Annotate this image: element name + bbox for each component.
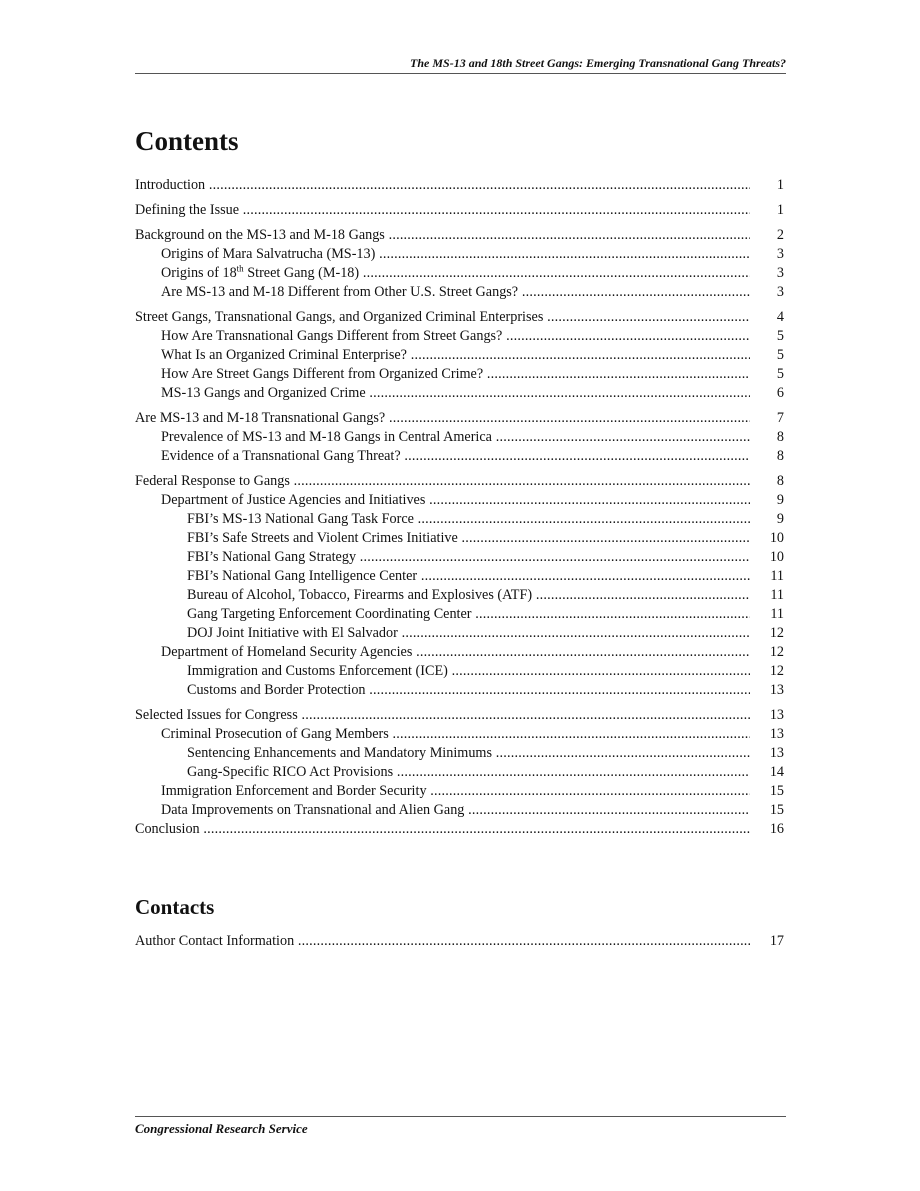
contacts-heading: Contacts [135,895,215,919]
page-footer: Congressional Research Service [135,1121,308,1136]
toc-entry[interactable] [135,409,784,428]
toc-entry[interactable] [135,706,784,725]
toc-entry-title: Street Gangs, Transnational Gangs, and Organized Criminal Enterprises ..... [135,308,750,327]
toc-entry-page: 5 [752,365,784,384]
toc-entry-title: Federal Response to Gangs ..... [135,472,750,491]
toc-entry-page: 9 [752,491,784,510]
toc-entry-title: Are MS-13 and M-18 Transnational Gangs? ..... [135,409,750,428]
toc-entry[interactable] [135,201,784,220]
toc-entry-title: How Are Street Gangs Different from Organized Crime? ..... [161,365,750,384]
toc-entry-page: 13 [752,706,784,725]
toc-entry-page: 1 [752,201,784,220]
toc-entry[interactable] [135,801,784,820]
toc-entry-title: Gang Targeting Enforcement Coordinating Center ..... [187,605,750,624]
toc-entry-page: 13 [752,744,784,763]
toc-entry[interactable] [135,226,784,245]
superscript-ordinal: th [236,264,244,274]
toc-entry-page: 11 [752,586,784,605]
toc-entry-page: 10 [752,529,784,548]
toc-entry-page: 10 [752,548,784,567]
toc-entry[interactable] [135,932,784,951]
toc-entry[interactable] [135,662,784,681]
toc-entry-page: 11 [752,567,784,586]
toc-entry-page: 4 [752,308,784,327]
toc-entry[interactable] [135,447,784,466]
toc-entry-page: 15 [752,801,784,820]
footer-rule [135,1116,786,1117]
running-header: The MS-13 and 18th Street Gangs: Emerging Transnational Gang Threats? [410,56,786,70]
toc-entry-title: FBI’s MS-13 National Gang Task Force ..... [187,510,750,529]
toc-entry-title: Department of Homeland Security Agencies ..... [161,643,750,662]
toc-entry[interactable] [135,643,784,662]
toc-entry-page: 12 [752,662,784,681]
toc-entry-title: Sentencing Enhancements and Mandatory Minimums ..... [187,744,750,763]
toc-entry-title: Customs and Border Protection ..... [187,681,750,700]
toc-entry-title-part: Origins of 18 [161,265,237,281]
toc-entry-title: Department of Justice Agencies and Initiatives ..... [161,491,750,510]
toc-entry-page: 6 [752,384,784,403]
toc-entry-title: Introduction ..... [135,176,750,195]
toc-entry-title: Selected Issues for Congress ..... [135,706,750,725]
toc-entry[interactable] [135,586,784,605]
toc-entry[interactable] [135,245,784,264]
table-of-contents [135,176,784,839]
toc-entry-title: Origins of Mara Salvatrucha (MS-13) ..... [161,245,750,264]
toc-entry-page: 8 [752,447,784,466]
toc-entry[interactable] [135,176,784,195]
toc-entry[interactable] [135,428,784,447]
toc-entry-page: 16 [752,820,784,839]
toc-entry[interactable] [135,763,784,782]
toc-entry-page: 5 [752,346,784,365]
toc-entry[interactable] [135,384,784,403]
toc-entry-title: FBI’s National Gang Intelligence Center ..... [187,567,750,586]
toc-entry-title: Defining the Issue ..... [135,201,750,220]
toc-entry-page: 7 [752,409,784,428]
toc-entry-title: Evidence of a Transnational Gang Threat? ..... [161,447,750,466]
toc-entry[interactable] [135,308,784,327]
toc-entry[interactable] [135,283,784,302]
toc-entry-title: What Is an Organized Criminal Enterprise? ..... [161,346,750,365]
toc-entry-title: Prevalence of MS-13 and M-18 Gangs in Central America ..... [161,428,750,447]
toc-entry-page: 14 [752,763,784,782]
toc-entry-title: Background on the MS-13 and M-18 Gangs ..... [135,226,750,245]
toc-entry[interactable] [135,782,784,801]
toc-entry-page: 3 [752,264,784,283]
toc-entry-title [161,264,750,283]
toc-entry[interactable] [135,567,784,586]
toc-entry[interactable] [135,491,784,510]
toc-entry-page: 11 [752,605,784,624]
toc-entry[interactable] [135,264,784,283]
toc-entry-page: 12 [752,643,784,662]
toc-entry[interactable] [135,624,784,643]
toc-entry-page: 13 [752,725,784,744]
toc-entry-title: Immigration and Customs Enforcement (ICE) ..... [187,662,750,681]
toc-entry[interactable] [135,725,784,744]
toc-entry-page: 2 [752,226,784,245]
toc-entry[interactable] [135,327,784,346]
toc-entry[interactable] [135,529,784,548]
toc-entry-title: Criminal Prosecution of Gang Members ..... [161,725,750,744]
toc-entry[interactable] [135,472,784,491]
toc-entry-title: Gang-Specific RICO Act Provisions ..... [187,763,750,782]
header-rule [135,73,786,74]
toc-entry-title: Are MS-13 and M-18 Different from Other U.S. Street Gangs? ..... [161,283,750,302]
toc-entry-title: FBI’s Safe Streets and Violent Crimes Initiative ..... [187,529,750,548]
toc-entry-title: How Are Transnational Gangs Different from Street Gangs? ..... [161,327,750,346]
toc-entry-page: 13 [752,681,784,700]
toc-entry[interactable] [135,820,784,839]
toc-entry-title: Conclusion ..... [135,820,750,839]
toc-entry-page: 9 [752,510,784,529]
toc-entry-title-part: Street Gang (M-18) [243,265,360,281]
toc-entry-page: 3 [752,283,784,302]
toc-entry[interactable] [135,510,784,529]
toc-entry-page: 8 [752,428,784,447]
toc-entry-title: Data Improvements on Transnational and Alien Gang ..... [161,801,750,820]
toc-entry-page: 8 [752,472,784,491]
toc-entry-title: Bureau of Alcohol, Tobacco, Firearms and Explosives (ATF) ..... [187,586,750,605]
toc-entry[interactable] [135,744,784,763]
contents-heading: Contents [135,126,239,156]
toc-entry[interactable] [135,548,784,567]
toc-entry[interactable] [135,605,784,624]
toc-entry-title: FBI’s National Gang Strategy ..... [187,548,750,567]
toc-entry-page: 3 [752,245,784,264]
toc-entry-title: Immigration Enforcement and Border Security ..... [161,782,750,801]
toc-entry[interactable] [135,346,784,365]
toc-entry-title: MS-13 Gangs and Organized Crime ..... [161,384,750,403]
toc-entry[interactable] [135,681,784,700]
toc-entry-page: 12 [752,624,784,643]
toc-entry-page: 17 [752,932,784,951]
toc-entry-page: 15 [752,782,784,801]
toc-entry-page: 5 [752,327,784,346]
toc-entry-title: Author Contact Information ..... [135,932,750,951]
contacts-list [135,932,784,951]
toc-entry[interactable] [135,365,784,384]
toc-entry-title: DOJ Joint Initiative with El Salvador ..... [187,624,750,643]
toc-entry-page: 1 [752,176,784,195]
